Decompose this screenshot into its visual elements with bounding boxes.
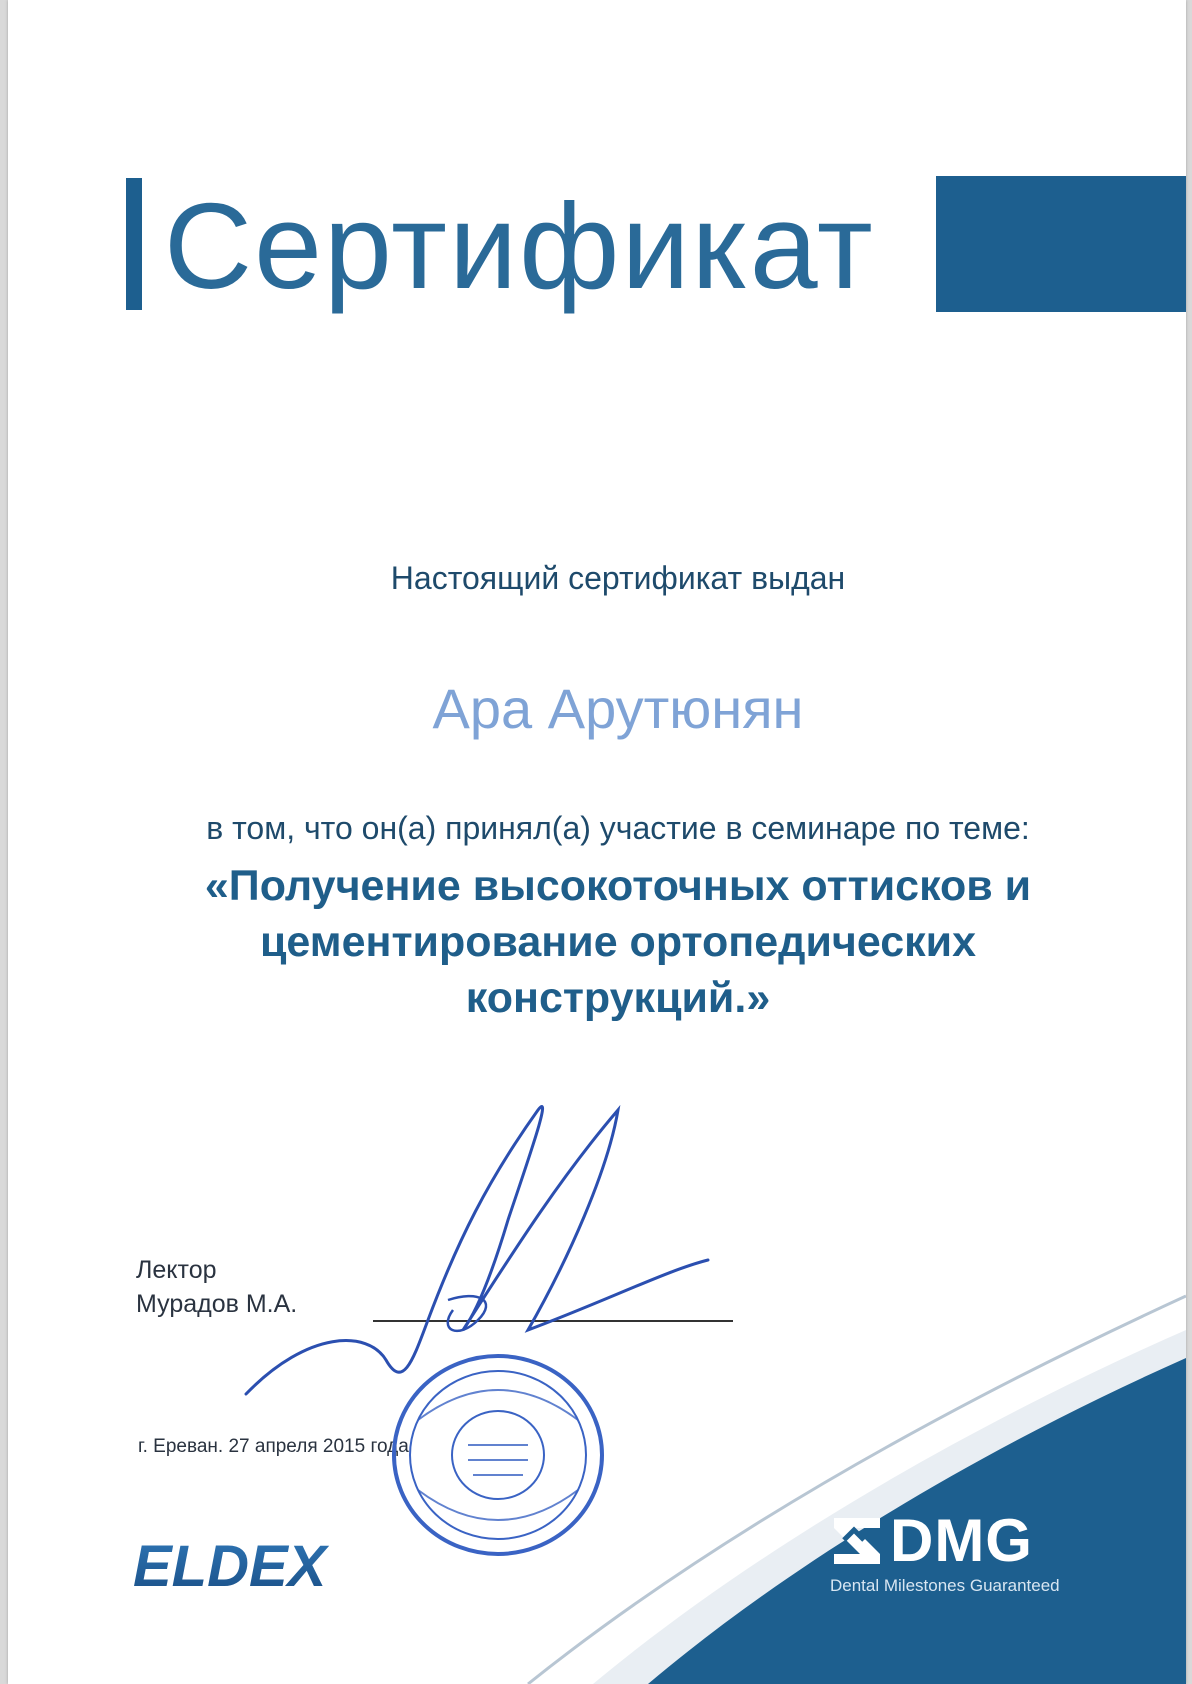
topic-line: цементирование ортопедических — [260, 918, 976, 966]
place-date: г. Ереван. 27 апреля 2015 года — [138, 1436, 409, 1457]
certificate-title: Сертификат — [164, 178, 875, 314]
lecturer-role: Лектор — [136, 1256, 217, 1284]
recipient-name: Ара Арутюнян — [432, 677, 804, 740]
dmg-logo — [830, 1507, 1110, 1614]
dmg-arrow-icon — [830, 1514, 884, 1568]
eldex-logo-text: ELDEX — [133, 1534, 327, 1594]
dmg-logo-text: DMG — [890, 1507, 1033, 1574]
certificate-page — [8, 0, 1186, 1684]
company-stamp — [388, 1350, 608, 1560]
topic-line: конструкций.» — [465, 974, 771, 1022]
topic-line: «Получение высокоточных оттисков и — [204, 862, 1032, 910]
participation-text: в том, что он(а) принял(а) участие в семинаре по теме: — [206, 810, 1030, 846]
issued-text: Настоящий сертификат выдан — [390, 560, 846, 596]
dmg-tagline: Dental Milestones Guaranteed — [830, 1576, 1060, 1595]
eldex-logo — [133, 1534, 363, 1594]
lecturer-name: Мурадов М.А. — [136, 1290, 298, 1318]
